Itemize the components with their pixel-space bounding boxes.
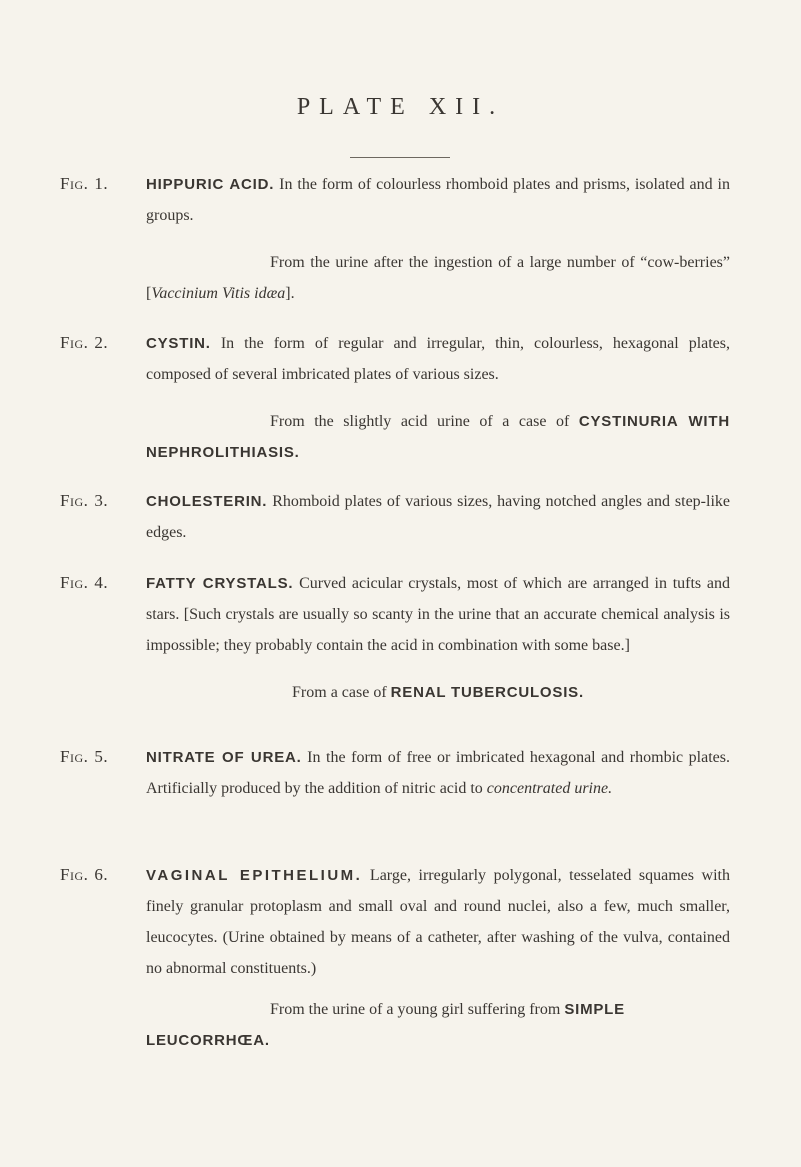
figure-name: HIPPURIC ACID. — [146, 176, 275, 193]
figure-body — [146, 174, 730, 309]
figure-description: FATTY CRYSTALS. Curved acicular crystals, most of which are arranged in tufts and stars. [Such crystals are usually so scanty in the urine that an accurate chemical analysis is impossible; they probably contain the acid in combination with some base.] — [146, 575, 730, 654]
figure-name: NITRATE OF UREA. — [146, 749, 302, 766]
figure-body — [146, 333, 730, 468]
figure-source: From the urine of a young girl suffering from SIMPLE LEUCORRHŒA. — [146, 1001, 625, 1049]
figure-label: Fig. 3. — [60, 491, 109, 510]
figure-name: CYSTIN. — [146, 335, 211, 352]
figure-label: Fig. 1. — [60, 174, 109, 193]
figure-label: Fig. 4. — [60, 573, 109, 592]
figure-description: CHOLESTERIN. Rhomboid plates of various sizes, having notched angles and step-like edges. — [146, 493, 730, 541]
figure-body — [146, 491, 730, 548]
figure-body — [146, 747, 730, 804]
figure-name: CHOLESTERIN. — [146, 493, 268, 510]
figure-description: VAGINAL EPITHELIUM. Large, irregularly polygonal, tesselated squames with finely granular protoplasm and small oval and round nuclei, also a few, much smaller, leucocytes. (Urine obtained by means of a catheter, after washing of the vulva, contained no abnormal constituents.) — [146, 867, 730, 977]
plate-title: PLATE XII. — [296, 94, 505, 120]
figure-body — [146, 865, 730, 1056]
figure-description: HIPPURIC ACID. In the form of colourless rhomboid plates and prisms, isolated and in groups. — [146, 176, 730, 224]
figure-description: NITRATE OF UREA. In the form of free or imbricated hexagonal and rhombic plates. Artificially produced by the addition of nitric acid to concentrated urine. — [146, 749, 730, 797]
figure-name: VAGINAL EPITHELIUM. — [146, 867, 363, 884]
figure-source: From the urine after the ingestion of a large number of “cow-berries” [Vaccinium Vitis idæa]. — [146, 254, 730, 302]
figure-source: From the slightly acid urine of a case of CYSTINURIA WITH NEPHROLITHIASIS. — [146, 413, 730, 461]
figure-name: FATTY CRYSTALS. — [146, 575, 294, 592]
title-rule — [350, 157, 450, 158]
figure-body — [146, 573, 730, 708]
figure-label: Fig. 5. — [60, 747, 109, 766]
figure-label: Fig. 6. — [60, 865, 109, 884]
figure-label: Fig. 2. — [60, 333, 109, 352]
figure-description: CYSTIN. In the form of regular and irregular, thin, colourless, hexagonal plates, composed of several imbricated plates of various sizes. — [146, 335, 731, 383]
figure-source: From a case of RENAL TUBERCULOSIS. — [292, 684, 584, 701]
